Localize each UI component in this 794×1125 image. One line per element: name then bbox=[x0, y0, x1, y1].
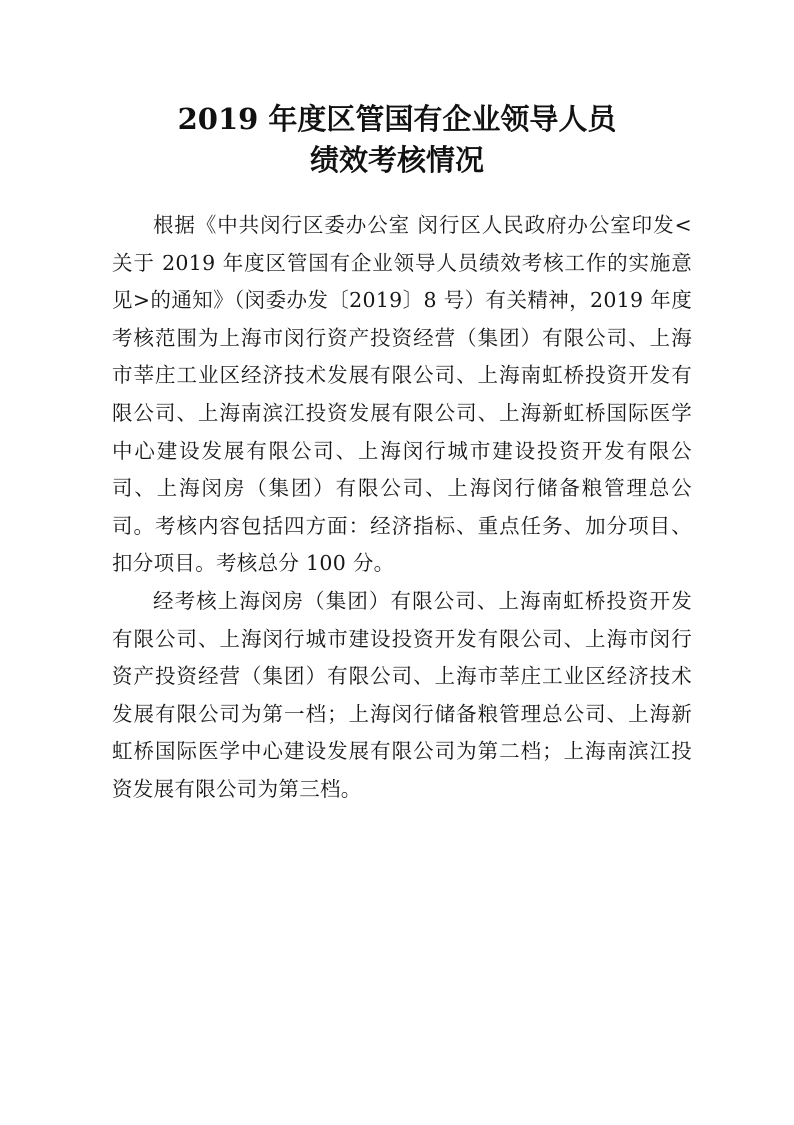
paragraph-scope: 根据《中共闵行区委办公室 闵行区人民政府办公室印发<关于 2019 年度区管国有企业领导人员绩效考核工作的实施意见>的通知》（闵委办发〔2019〕8 号）有关精神，2019 年度考核范围为上海市闵行资产投资经营（集团）有限公司、上海市莘庄工业区经济技术发展有限公司、上海南虹桥投资开发有限公司、上海南滨江投资发展有限公司、上海新虹桥国际医学中心建设发展有限公司、上海闵行城市建设投资开发有限公司、上海闵房（集团）有限公司、上海闵行储备粮管理总公司。考核内容包括四方面：经济指标、重点任务、加分项目、扣分项目。考核总分 100 分。 bbox=[112, 213, 692, 576]
document-title-line-1: 2019 年度区管国有企业领导人员 bbox=[177, 102, 617, 136]
paragraph-results: 经考核上海闵房（集团）有限公司、上海南虹桥投资开发有限公司、上海闵行城市建设投资开发有限公司、上海市闵行资产投资经营（集团）有限公司、上海市莘庄工业区经济技术发展有限公司为第一档；上海闵行储备粮管理总公司、上海新虹桥国际医学中心建设发展有限公司为第二档；上海南滨江投资发展有限公司为第三档。 bbox=[112, 589, 692, 801]
document-title-line-2: 绩效考核情况 bbox=[309, 143, 484, 177]
